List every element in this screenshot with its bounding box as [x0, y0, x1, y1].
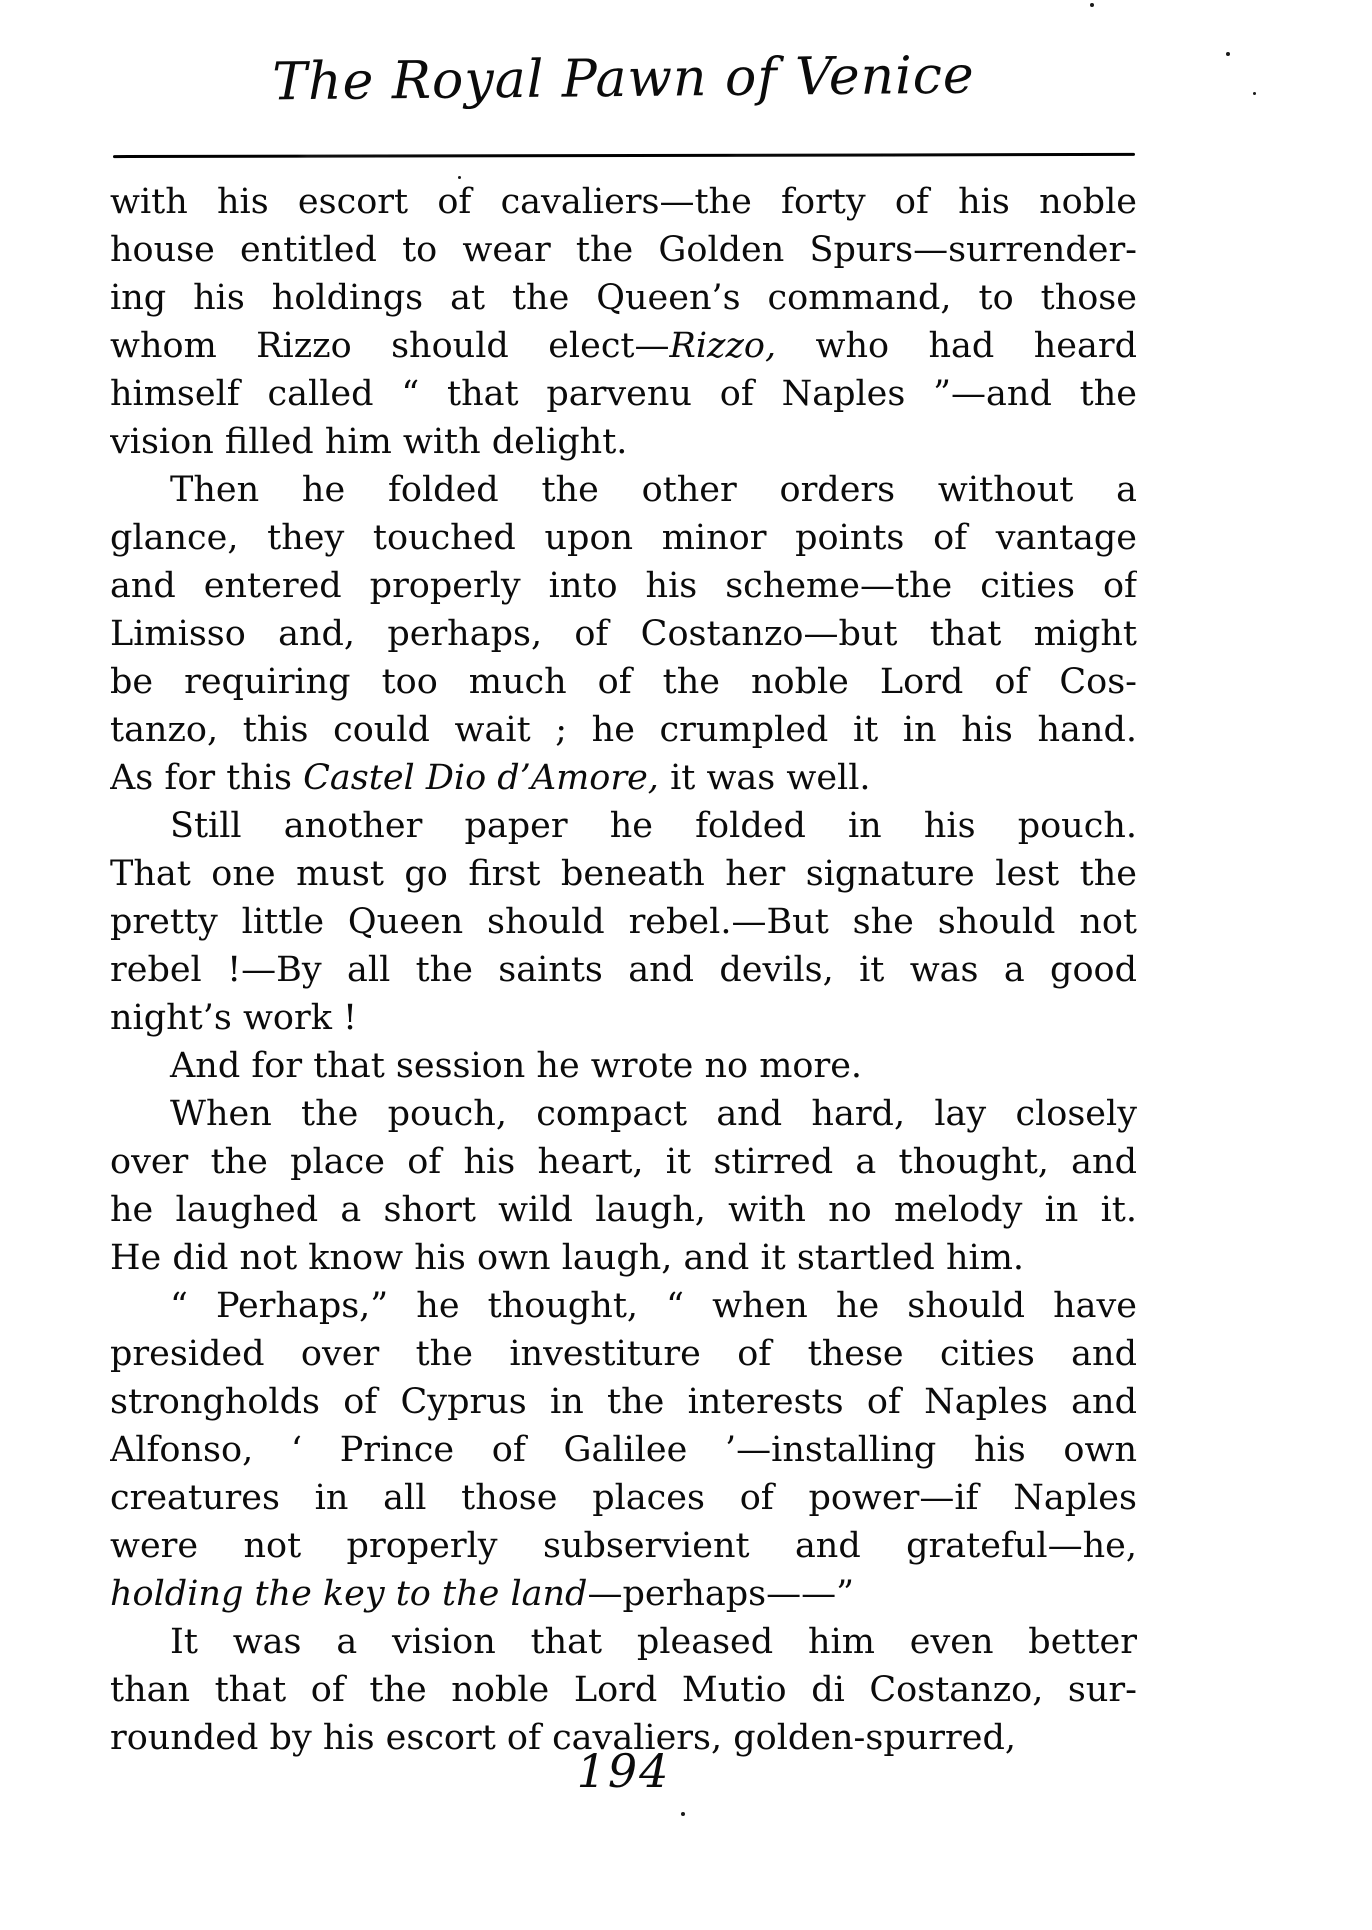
page-text: [110, 178, 1137, 1762]
scan-speck: [1226, 52, 1230, 56]
text-line: himself called “ that parvenu of Naples ”—and the: [110, 374, 1137, 414]
text-line: strongholds of Cyprus in the interests of Naples and: [110, 1382, 1137, 1422]
text-line: He did not know his own laugh, and it startled him.: [110, 1238, 1025, 1278]
page-number: 194: [576, 1744, 671, 1798]
text-line: Then he folded the other orders without a: [170, 470, 1137, 510]
text-line: rebel !—By all the saints and devils, it was a good: [110, 950, 1137, 990]
text-line: It was a vision that pleased him even better: [170, 1622, 1137, 1662]
text-line: Alfonso, ‘ Prince of Galilee ’—installing his own: [110, 1430, 1137, 1470]
page-title: The Royal Pawn of Venice: [272, 45, 975, 113]
text-line: Limisso and, perhaps, of Costanzo—but that might: [110, 614, 1137, 654]
text-line: glance, they touched upon minor points of vantage: [110, 518, 1137, 558]
text-line: and entered properly into his scheme—the cities of: [110, 566, 1137, 606]
text-line: And for that session he wrote no more.: [170, 1046, 863, 1086]
text-line: When the pouch, compact and hard, lay closely: [170, 1094, 1137, 1134]
text-line: over the place of his heart, it stirred a thought, and: [110, 1142, 1137, 1182]
text-line: were not properly subservient and grateful—he,: [110, 1526, 1137, 1566]
text-line: tanzo, this could wait ; he crumpled it in his hand.: [110, 710, 1137, 750]
text-line: As for this Castel Dio d’Amore, it was well.: [110, 758, 871, 798]
text-line: ing his holdings at the Queen’s command, to those: [110, 278, 1137, 318]
text-line: night’s work !: [110, 998, 358, 1038]
scan-speck: [1253, 92, 1256, 95]
text-line: Still another paper he folded in his pouch.: [170, 806, 1137, 846]
text-line: pretty little Queen should rebel.—But she should not: [110, 902, 1137, 942]
text-line: creatures in all those places of power—if Naples: [110, 1478, 1137, 1518]
text-line: vision filled him with delight.: [110, 422, 628, 462]
text-line: he laughed a short wild laugh, with no melody in it.: [110, 1190, 1137, 1230]
text-line: “ Perhaps,” he thought, “ when he should have: [170, 1286, 1137, 1326]
scan-speck: [1090, 3, 1094, 7]
text-line: be requiring too much of the noble Lord of Cos-: [110, 662, 1137, 702]
text-line: house entitled to wear the Golden Spurs—surrender-: [110, 230, 1137, 270]
header-rule: [113, 153, 1135, 158]
text-line: That one must go first beneath her signature lest the: [110, 854, 1137, 894]
text-line: than that of the noble Lord Mutio di Costanzo, sur-: [110, 1670, 1137, 1710]
running-header: [110, 45, 1137, 113]
scan-speck: [681, 1812, 685, 1816]
text-line: with his escort of cavaliers—the forty of his noble: [110, 182, 1137, 222]
text-line: presided over the investiture of these cities and: [110, 1334, 1137, 1374]
text-line: rounded by his escort of cavaliers, golden-spurred,: [110, 1718, 1017, 1758]
scan-speck: [458, 176, 461, 179]
text-line: holding the key to the land—perhaps——”: [110, 1574, 854, 1614]
text-line: whom Rizzo should elect—Rizzo, who had heard: [110, 326, 1137, 366]
